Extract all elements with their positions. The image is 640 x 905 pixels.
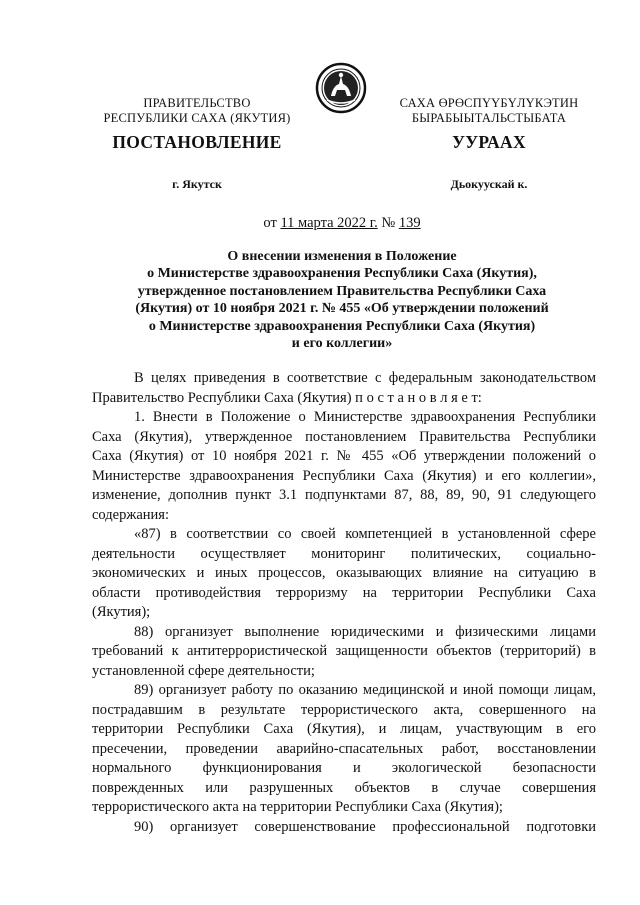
body-text-line: изменение, дополнив пункт 3.1 подпунктами 87, 88, 89, 90, 91 следующего <box>92 487 596 503</box>
body-text-line: нормального функционирования и экологической безопасности <box>92 760 596 776</box>
document-date: 11 марта 2022 г. <box>280 215 378 231</box>
body-text-line: 89) организует работу по оказанию медицинской и иной помощи лицам, <box>134 682 596 698</box>
government-name-yakut-line2: БЫРАБЫЫТАЛЬСТЫБАТА <box>411 111 567 125</box>
government-name-russian <box>92 96 302 126</box>
body-text-line: пресечении, проведении аварийно-спасательных работ, восстановлении <box>92 740 596 757</box>
body-text-line: (Якутия); <box>92 604 151 620</box>
document-title-line: о Министерстве здравоохранения Республики Саха (Якутия), <box>147 266 537 282</box>
government-name-line2: РЕСПУБЛИКИ САХА (ЯКУТИЯ) <box>103 111 291 125</box>
body-text-line: деятельности осуществляет мониторинг политических, социально- <box>92 545 596 562</box>
document-title-line: О внесении изменения в Положение <box>227 249 457 264</box>
document-body <box>92 369 596 837</box>
document-type-yakut: УУРААХ <box>452 132 526 152</box>
document-title-line: утвержденное постановлением Правительства Республики Саха <box>137 283 547 299</box>
body-text-line: области противодействия терроризму на территории Республики Саха <box>92 584 596 601</box>
coat-of-arms-emblem-icon <box>315 62 367 114</box>
number-label: № <box>377 215 399 231</box>
date-prefix: от <box>263 215 281 231</box>
body-text-line: Правительство Республики Саха (Якутия) п о с т а н о в л я е т: <box>92 389 482 406</box>
body-text-line: Министерстве здравоохранения Республики Саха (Якутия) и его коллегии», <box>92 467 596 484</box>
body-text-line: пострадавшим в результате террористического акта, совершенного на <box>92 701 596 718</box>
document-number: 139 <box>398 215 421 231</box>
document-title-line: и его коллегии» <box>291 336 393 352</box>
body-text-line: содержания: <box>92 506 170 523</box>
government-name-yakut <box>384 96 594 126</box>
body-text-line: экономических и иных процессов, оказывающих влияние на ситуацию в <box>92 565 596 581</box>
document-type-russian: ПОСТАНОВЛЕНИЕ <box>112 132 282 152</box>
document-title-line: о Министерстве здравоохранения Республики Саха (Якутия) <box>148 318 536 334</box>
body-text-line: требований к антитеррористической защищенности объектов (территорий) в <box>92 643 596 659</box>
government-name-yakut-line1: САХА ӨРӨСПҮҮБҮЛҮКЭТИН <box>399 96 579 110</box>
body-text-line: поврежденных или разрушенных объектов в случае совершения <box>92 779 596 796</box>
date-and-number <box>92 215 592 232</box>
body-text-line: «87) в соответствии со своей компетенцией в установленной сфере <box>134 526 596 542</box>
government-name-line1: ПРАВИТЕЛЬСТВО <box>143 96 251 110</box>
body-text-line: 90) организует совершенствование профессиональной подготовки <box>134 818 596 835</box>
document-title <box>92 248 592 352</box>
body-text-line: территории Республики Саха (Якутия), и лицам, участвующим в его <box>92 721 596 737</box>
body-text-line: 88) организует выполнение юридическими и физическими лицами <box>134 623 596 640</box>
body-text-line: В целях приведения в соответствие с федеральным законодательством <box>134 370 596 386</box>
body-text-line: Саха (Якутия), утвержденное постановлением Правительства Республики <box>92 428 596 445</box>
city-yakut: Дьокуускай к. <box>450 177 528 191</box>
body-text-line: 1. Внести в Положение о Министерстве здравоохранения Республики <box>134 409 596 425</box>
city-russian: г. Якутск <box>172 177 222 191</box>
body-text-line: террористического акта на территории Республики Саха (Якутия); <box>92 799 503 815</box>
body-text-line: установленной сфере деятельности; <box>92 662 315 679</box>
document-title-line: (Якутия) от 10 ноября 2021 г. № 455 «Об утверждении положений <box>135 301 549 317</box>
body-text-line: Саха (Якутия) от 10 ноября 2021 г. № 455 «Об утверждении положений о <box>92 448 596 464</box>
